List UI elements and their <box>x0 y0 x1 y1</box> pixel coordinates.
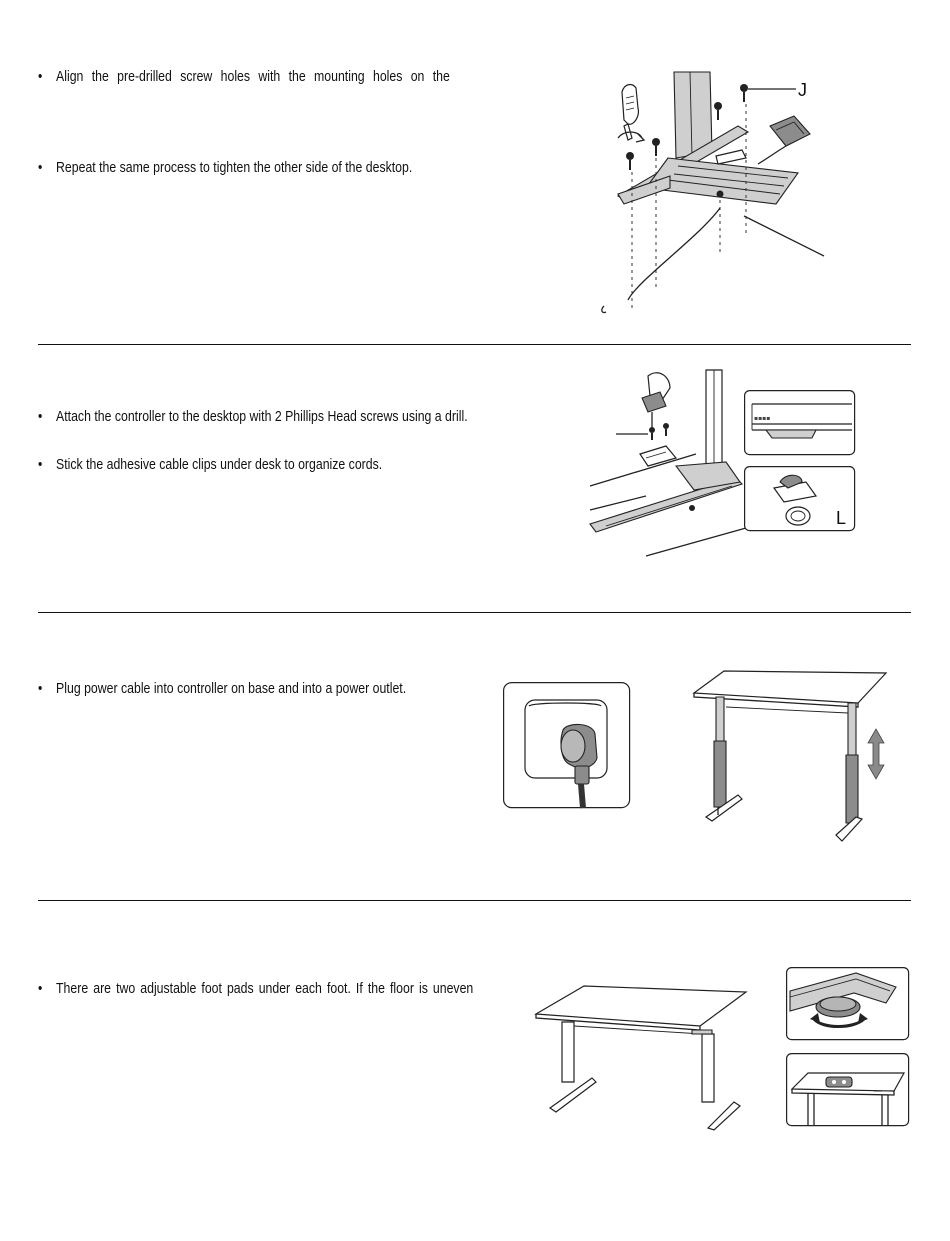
screw-icon <box>652 138 660 156</box>
illustration-standing-desk-lowered <box>532 982 752 1130</box>
detail-power-plug-view <box>503 682 631 810</box>
screw-icon <box>740 84 748 102</box>
bullet-dot: • <box>38 680 43 697</box>
bullet-text: Align the pre-drilled screw holes with the mounting holes on the <box>56 68 450 85</box>
controller-icon <box>826 1077 852 1087</box>
step-2-bullet-2 <box>38 456 382 474</box>
illustration-controller-drill <box>586 366 746 558</box>
bullet-text: Repeat the same process to tighten the other side of the desktop. <box>56 159 413 176</box>
step-1-bullet-1 <box>38 68 450 86</box>
part-label-j: J <box>798 80 807 100</box>
part-label-l: L <box>836 508 847 528</box>
height-adjust-arrow-icon <box>868 729 884 779</box>
detail-foot-pad-adjust-view <box>786 967 910 1041</box>
bullet-dot: • <box>38 159 43 176</box>
bullet-text: Plug power cable into controller on base and into a power outlet. <box>56 680 407 697</box>
step-4-bullet-1 <box>38 980 473 998</box>
screw-icon <box>714 102 722 120</box>
section-divider <box>38 900 911 901</box>
detail-desk-underside-view <box>786 1053 910 1127</box>
bullet-text: Attach the controller to the desktop with 2 Phillips Head screws using a drill. <box>56 408 468 425</box>
section-divider <box>38 344 911 345</box>
step-3-bullet-1 <box>38 680 406 698</box>
screw-icon <box>717 191 724 198</box>
illustration-desk-frame-mounting <box>598 68 838 318</box>
step-2-bullet-1 <box>38 408 468 426</box>
detail-adhesive-clip-view <box>744 466 856 532</box>
screw-icon <box>626 152 634 170</box>
bullet-dot: • <box>38 456 43 473</box>
section-divider <box>38 612 911 613</box>
bullet-text: Stick the adhesive cable clips under desk to organize cords. <box>56 456 383 473</box>
bullet-dot: • <box>38 408 43 425</box>
bullet-dot: • <box>38 68 43 85</box>
screw-icon <box>649 427 655 440</box>
detail-cable-clip-view <box>744 390 856 456</box>
bullet-dot: • <box>38 980 43 997</box>
step-1-bullet-2 <box>38 159 412 177</box>
screw-icon <box>663 423 669 436</box>
svg-text:▪▪▪▪: ▪▪▪▪ <box>754 415 771 422</box>
bullet-text: There are two adjustable foot pads under each foot. If the floor is uneven <box>56 980 474 997</box>
illustration-standing-desk-raised <box>690 667 892 847</box>
